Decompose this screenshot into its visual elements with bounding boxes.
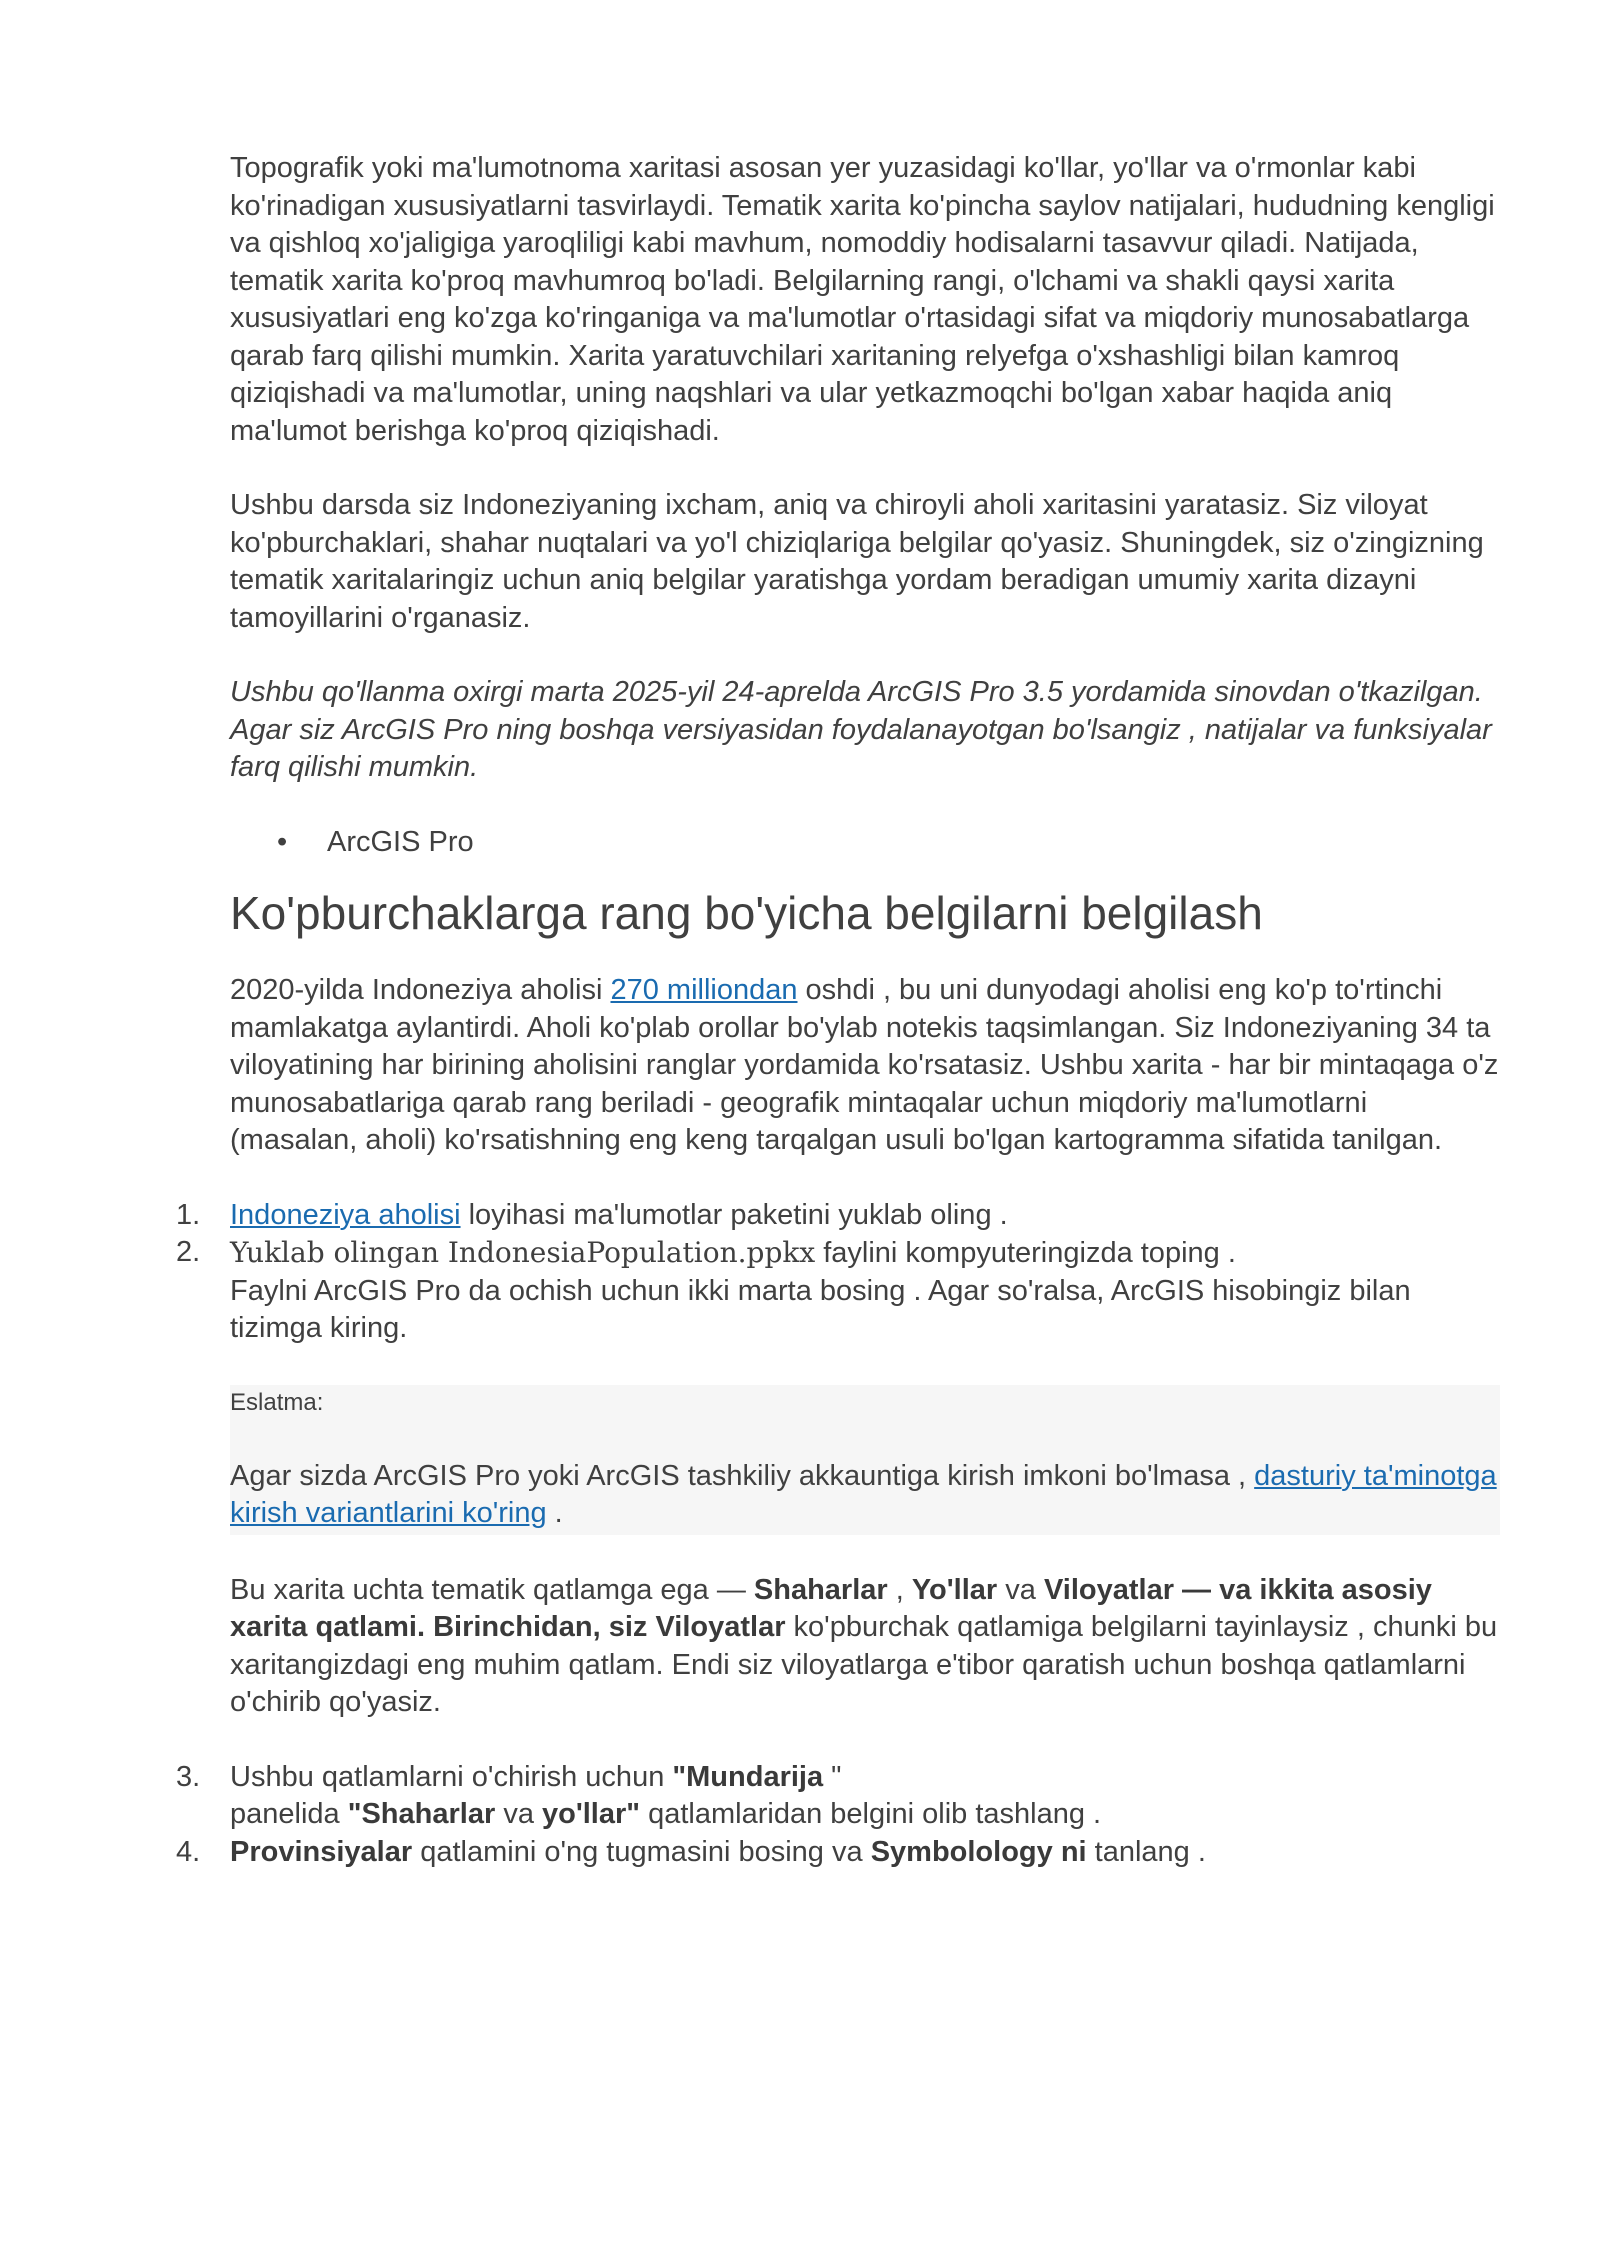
step-2-filename: Yuklab olingan IndonesiaPopulation.ppkx bbox=[230, 1236, 816, 1269]
layers-bold-3: Viloyatlar — va ikkita asosiy xarita qatlami. Birinchidan, siz Viloyatlar bbox=[230, 1573, 1432, 1643]
requirement-item: • ArcGIS Pro bbox=[327, 824, 1500, 862]
layers-paragraph bbox=[230, 1572, 1500, 1722]
section-text-after: oshdi , bu uni dunyodagi aholisi eng ko'p to'rtinchi mamlakatga aylantirdi. Aholi ko'plab orollar bo'ylab notekis taqsimlangan. Siz Indoneziyaning 34 ta viloyatining har birining aholisini ranglar yordamida ko'rsatasiz. Ushbu xarita - har bir mintaqaga o'z munosabatlariga qarab rang beriladi - geografik mintaqalar uchun miqdoriy ma'lumotlarni (masalan, aholi) ko'rsatishning eng keng tarqalgan usuli bo'lgan kartogramma sifatida tanilgan. bbox=[230, 974, 1499, 1156]
note-label: Eslatma: bbox=[230, 1388, 324, 1416]
step-4-text-1: qatlamini o'ng tugmasini bosing va bbox=[412, 1835, 871, 1868]
tested-version-note: Ushbu qo'llanma oxirgi marta 2025-yil 24-aprelda ArcGIS Pro 3.5 yordamida sinovdan o'tkazilgan. Agar siz ArcGIS Pro ning boshqa versiyasidan foydalanayotgan bo'lsangiz , natijalar va funksiyalar farq qilishi mumkin. bbox=[230, 676, 1492, 783]
step-2-text-1: faylini kompyuteringizda toping . bbox=[815, 1237, 1236, 1269]
layers-text-4: ko'pburchak qatlamiga belgilarni tayinlaysiz , chunki bu xaritangizdagi eng muhim qatlam. Endi siz viloyatlarga e'tibor qaratish uchun boshqa qatlamlarni o'chirib qo'yasiz. bbox=[230, 1611, 1498, 1718]
step-1-number: 1. bbox=[176, 1198, 201, 1231]
step-3-text-1: Ushbu qatlamlarni o'chirish uchun bbox=[230, 1760, 673, 1793]
layers-text-2: , bbox=[887, 1573, 912, 1606]
layers-bold-2: Yo'llar bbox=[911, 1573, 998, 1606]
step-4-bold-2: Symbolology ni bbox=[870, 1835, 1087, 1868]
layers-text-1: Bu xarita uchta tematik qatlamga ega — bbox=[230, 1573, 754, 1606]
note-box bbox=[230, 1385, 1500, 1535]
step-2 bbox=[176, 1234, 1500, 1722]
section-paragraph bbox=[230, 972, 1500, 1160]
note-text bbox=[230, 1458, 1500, 1533]
layers-text-3: va bbox=[997, 1573, 1044, 1606]
steps-list bbox=[176, 1197, 1500, 1872]
indonesia-population-link[interactable]: Indoneziya aholisi bbox=[230, 1198, 461, 1231]
step-3-bold-3: yo'llar" bbox=[542, 1798, 641, 1830]
population-link[interactable]: 270 milliondan bbox=[610, 974, 798, 1006]
step-4-text-2: tanlang . bbox=[1086, 1835, 1206, 1868]
step-3-text-4: va bbox=[495, 1798, 543, 1830]
step-3-text-3: panelida bbox=[230, 1798, 348, 1830]
requirements-list bbox=[230, 824, 1500, 862]
note-text-before: Agar sizda ArcGIS Pro yoki ArcGIS tashkiliy akkauntiga kirish imkoni bo'lmasa , bbox=[230, 1459, 1255, 1492]
step-4 bbox=[176, 1834, 1500, 1872]
step-3-text-5: qatlamlaridan belgini olib tashlang . bbox=[640, 1798, 1102, 1830]
step-3 bbox=[176, 1759, 1500, 1834]
section-heading: Ko'pburchaklarga rang bo'yicha belgilarni belgilash bbox=[230, 887, 1263, 939]
step-4-bold-1: Provinsiyalar bbox=[230, 1835, 413, 1868]
step-2-text-2: Faylni ArcGIS Pro da ochish uchun ikki marta bosing . Agar so'ralsa, ArcGIS hisobingiz bilan tizimga kiring. bbox=[230, 1274, 1411, 1344]
intro-paragraph-1: Topografik yoki ma'lumotnoma xaritasi asosan yer yuzasidagi ko'llar, yo'llar va o'rmonlar kabi ko'rinadigan xususiyatlarni tasvirlaydi. Tematik xarita ko'pincha saylov natijalari, hududning kengligi va qishloq xo'jaligiga yaroqliligi kabi mavhum, nomoddiy hodisalarni tasavvur qiladi. Natijada, tematik xarita ko'proq mavhumroq bo'ladi. Belgilarning rangi, o'lchami va shakli qaysi xarita xususiyatlari eng ko'zga ko'ringaniga va ma'lumotlar o'rtasidagi sifat va miqdoriy munosabatlarga qarab farq qilishi mumkin. Xarita yaratuvchilari xaritaning relyefga o'xshashligi bilan kamroq qiziqishadi va ma'lumotlar, uning naqshlari va ular yetkazmoqchi bo'lgan xabar haqida aniq ma'lumot berishga ko'proq qiziqishadi. bbox=[230, 152, 1495, 447]
document-content bbox=[176, 150, 1500, 1871]
step-4-number: 4. bbox=[176, 1835, 201, 1868]
step-2-number: 2. bbox=[176, 1236, 201, 1268]
step-3-number: 3. bbox=[176, 1760, 201, 1793]
step-3-text-2: " bbox=[823, 1760, 842, 1793]
step-3-bold-1: "Mundarija bbox=[672, 1760, 824, 1793]
note-text-after: . bbox=[546, 1497, 563, 1529]
step-1-text: loyihasi ma'lumotlar paketini yuklab oling . bbox=[460, 1198, 1008, 1231]
layers-bold-1: Shaharlar bbox=[753, 1573, 888, 1606]
intro-paragraph-2: Ushbu darsda siz Indoneziyaning ixcham, aniq va chiroyli aholi xaritasini yaratasiz. Siz viloyat ko'pburchaklari, shahar nuqtalari va yo'l chiziqlariga belgilar qo'yasiz. Shuningdek, siz o'zingizning tematik xaritalaringiz uchun aniq belgilar yaratishga yordam beradigan umumiy xarita dizayni tamoyillarini o'rganasiz. bbox=[230, 489, 1484, 634]
software-access-link[interactable]: dasturiy ta'minotga kirish variantlarini ko'ring bbox=[230, 1459, 1497, 1529]
step-1 bbox=[176, 1197, 1500, 1235]
section-text-before: 2020-yilda Indoneziya aholisi bbox=[230, 974, 611, 1006]
step-3-bold-2: "Shaharlar bbox=[347, 1798, 496, 1830]
